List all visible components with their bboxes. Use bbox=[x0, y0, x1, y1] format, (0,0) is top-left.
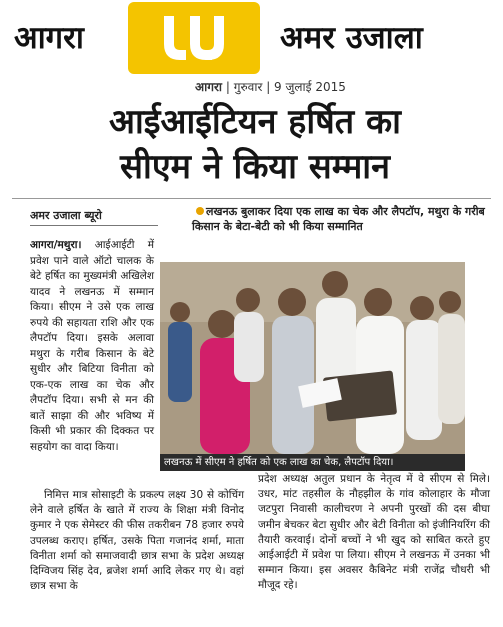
divider bbox=[12, 198, 491, 199]
photo-top-caption bbox=[192, 204, 488, 234]
article-left-text: आईआईटी में प्रवेश पाने वाले ऑटो चालक के बेटे हर्षित का मुख्यमंत्री अखिलेश यादव ने लखनऊ में सम्मान किया। सीएम ने उसे एक लाख रुपये की सहायता राशि और एक लैपटॉप दिया। इसके अलावा मथुरा के गरीब किसान के बेटे सुधीर और बिटिया विनीता को एक-एक लाख का चेक और लैपटॉप दिया। सभी से मन की बातें साझा की और भविष्य में किसी भी प्रकार की दिक्कत पर सहयोग का वादा किया। bbox=[30, 239, 154, 453]
amar-ujala-logo-icon bbox=[128, 2, 260, 74]
dateline-day: गुरुवार bbox=[233, 80, 263, 94]
dateline-date: 9 जुलाई 2015 bbox=[274, 80, 346, 94]
byline: अमर उजाला ब्यूरो bbox=[30, 209, 102, 222]
headline bbox=[40, 100, 470, 190]
article-lead: आगरा/मथुरा। bbox=[30, 239, 82, 251]
dateline bbox=[195, 78, 346, 95]
dateline-sep: | bbox=[225, 80, 234, 94]
photo-top-caption-text: लखनऊ बुलाकर दिया एक लाख का चेक और लैपटॉप, मथुरा के गरीब किसान के बेटा-बेटी को भी किया सम्मानित bbox=[192, 205, 485, 233]
article-bottom-right: प्रदेश अध्यक्ष अतुल प्रधान के नेतृत्व में वे सीएम से मिले। उधर, मांट तहसील के नौहझील के गांव कोलाहार के मौजा जटपुरा निवासी कालीचरण ने अपनी पुरखों की दस बीघा जमीन बेचकर बेटा सुधीर और बेटी विनीता को इंजीनियरिंग की तैयारी करवाई। दोनों बच्चों ने भी खुद को साबित करते हुए आईआईटी में प्रवेश पा लिया। सीएम ने लखनऊ में उनका भी सम्मान किया। इस अवसर कैबिनेट मंत्री राजेंद्र चौधरी भी मौजूद रहे। bbox=[258, 473, 490, 592]
byline-divider bbox=[30, 225, 158, 226]
masthead-city: आगरा bbox=[14, 20, 84, 56]
photo-bottom-caption: लखनऊ में सीएम ने हर्षित को एक लाख का चेक, लैपटॉप दिया। bbox=[160, 454, 465, 471]
article-left-column bbox=[30, 238, 154, 455]
headline-line-2: सीएम ने किया सम्मान bbox=[120, 147, 390, 187]
news-photo bbox=[160, 262, 465, 454]
masthead-paper-name: अमर उजाला bbox=[280, 20, 423, 56]
headline-line-1: आईआईटियन हर्षित का bbox=[109, 102, 401, 142]
article-bottom-left: निमित्त मात्र सोसाइटी के प्रकल्प लक्ष्य 30 से कोचिंग लेने वाले हर्षित के खाते में राज्य के शिक्षा मंत्री विनोद कुमार ने एक सेमेस्टर की फीस तकरीबन 78 हजार रुपये उपलब्ध कराए। हर्षित, उसके पिता गजानंद शर्मा, माता विनीता शर्मा को समाजवादी छात्र सभा के प्रदेश अध्यक्ष दिग्विजय सिंह देव, ब्रजेश शर्मा आदि लेकर गए थे। वहां छात्र सभा के bbox=[30, 489, 244, 593]
dateline-city: आगरा bbox=[195, 80, 223, 94]
dateline-sep2: | bbox=[266, 80, 275, 94]
